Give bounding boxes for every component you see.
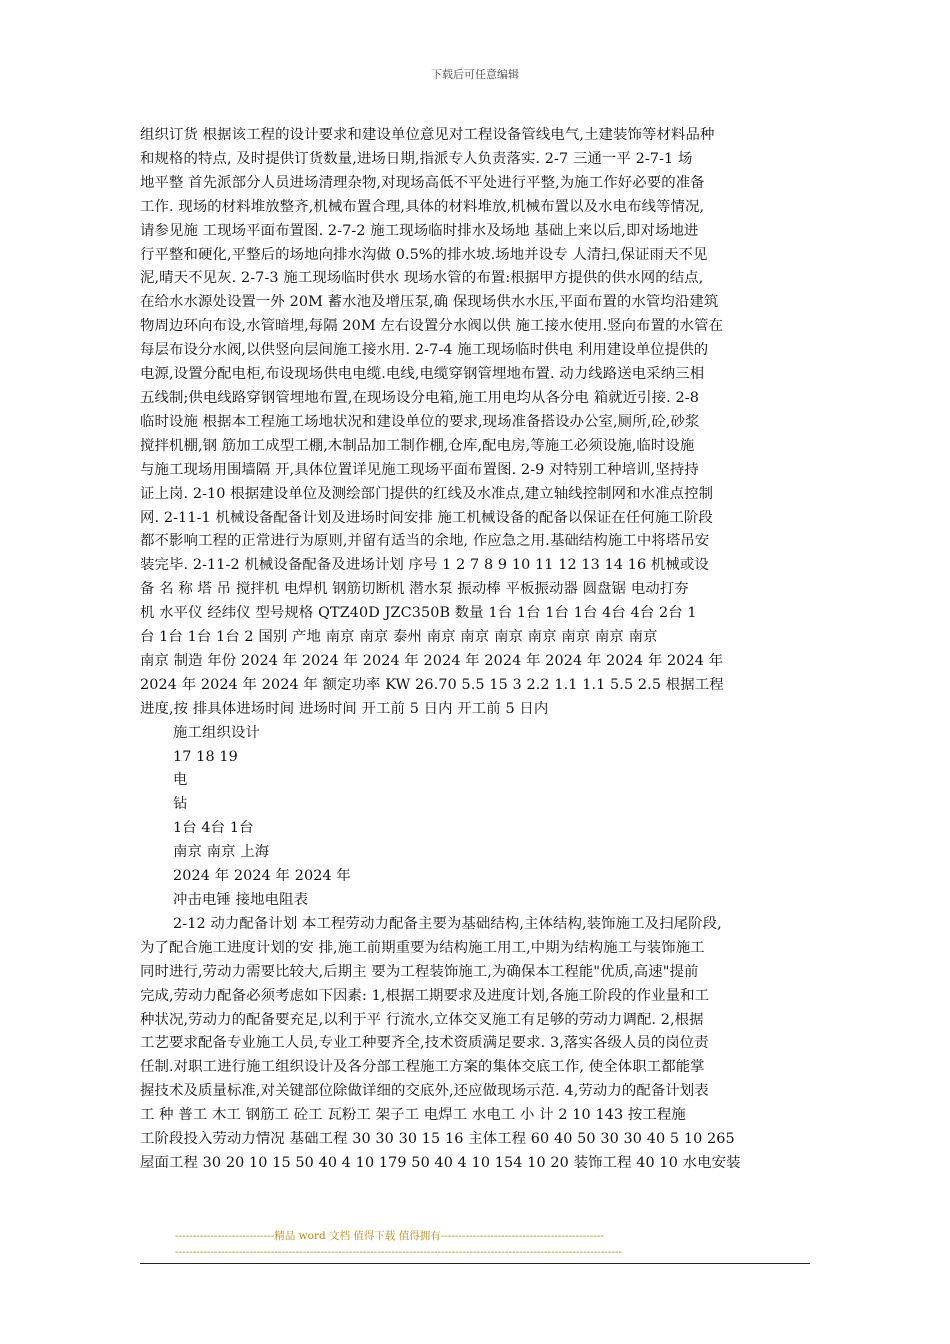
text-line: 种状况,劳动力的配备要充足,以利于平 行流水,立体交叉施工有足够的劳动力调配. 2,根据 (140, 1011, 704, 1028)
text-line: 台 1台 1台 1台 2 国别 产地 南京 南京 泰州 南京 南京 南京 南京 南京 南京 南京 (140, 629, 658, 646)
text-line: 施工组织设计 (173, 724, 260, 741)
text-line: 1台 4台 1台 (173, 820, 254, 837)
text-line: 机 水平仪 经纬仪 型号规格 QTZ40D JZC350B 数量 1台 1台 1台 1台 4台 4台 2台 1 (140, 605, 697, 622)
page-header: 下载后可任意编辑 (431, 68, 519, 81)
paragraph-2 (140, 913, 810, 1176)
text-line: 临时设施 根据本工程施工场地状况和建设单位的要求,现场准备搭设办公室,厕所,砼,砂浆 (140, 413, 700, 430)
text-line: 工作. 现场的材料堆放整齐,机械布置合理,具体的材料堆放,机械布置以及水电布线等情况, (140, 198, 705, 215)
text-line: 钻 (173, 796, 188, 813)
text-line: 地平整 首先派部分人员进场清理杂物,对现场高低不平处进行平整,为施工作好必要的准备 (140, 174, 705, 191)
text-line: 都不影响工程的正常进行为原则,并留有适当的余地, 作应急之用.基础结构施工中将塔吊安 (140, 533, 710, 550)
text-line: 泥,晴天不见灰. 2-7-3 施工现场临时供水 现场水管的布置:根据甲方提供的供水网的结点, (140, 270, 704, 287)
text-line: 握技术及质量标准,对关键部位除做详细的交底外,还应做现场示范. 4,劳动力的配备计划表 (140, 1083, 709, 1100)
text-line: 工艺要求配备专业施工人员,专业工种要齐全,技术资质满足要求. 3,落实各级人员的岗位责 (140, 1035, 709, 1052)
short-lines (140, 722, 810, 913)
text-line: 南京 制造 年份 2024 年 2024 年 2024 年 2024 年 2024 年 2024 年 2024 年 2024 年 (140, 652, 724, 669)
text-line: 冲击电锤 接地电阻表 (173, 892, 309, 908)
text-line: 行平整和硬化,平整后的场地向排水沟做 0.5%的排水坡.场地并设专 人清扫,保证雨天不见 (140, 246, 708, 263)
text-line: 为了配合施工进度计划的安 排,施工前期重要为结构施工用工,中期为结构施工与装饰施工 (140, 939, 705, 956)
text-line: 完成,劳动力配备必须考虑如下因素: 1,根据工期要求及进度计划,各施工阶段的作业量和工 (140, 987, 710, 1004)
text-line: 网. 2-11-1 机械设备配备计划及进场时间安排 施工机械设备的配备以保证在任何施工阶段 (140, 509, 713, 526)
text-line: 五线制;供电线路穿钢管埋地布置,在现场设分电箱,施工用电均从各分电 箱就近引接. 2-8 (140, 389, 699, 406)
text-line: 工 种 普工 木工 钢筋工 砼工 瓦粉工 架子工 电焊工 水电工 小 计 2 10 143 按工程施 (140, 1107, 686, 1124)
text-line: 备 名 称 塔 吊 搅拌机 电焊机 钢筋切断机 潜水泵 振动棒 平板振动器 圆盘锯 电动打夯 (140, 581, 689, 598)
footer-rule (140, 1263, 810, 1264)
paragraph-1 (140, 124, 810, 722)
text-line: 任制.对职工进行施工组织设计及各分部工程施工方案的集体交底工作, 使全体职工都能掌 (140, 1059, 705, 1076)
text-line: 搅拌机棚,钢 筋加工成型工棚,木制品加工制作棚,仓库,配电房,等施工必须设施,临时设施 (140, 437, 695, 454)
text-line: 屋面工程 30 20 10 15 50 40 4 10 179 50 40 4 10 154 10 20 装饰工程 40 10 水电安装 (140, 1154, 741, 1171)
footer-dash-line: ------------------------------------------------------------------------------------------------------------------------------ (175, 1246, 623, 1258)
text-line: 进度,按 排具体进场时间 进场时间 开工前 5 日内 开工前 5 日内 (140, 700, 549, 717)
text-line: 与施工现场用围墙隔 开,具体位置详见施工现场平面布置图. 2-9 对特别工种培训,坚持持 (140, 461, 699, 478)
text-line: 在给水水源处设置一外 20M 蓄水池及增压泵,确 保现场供水水压,平面布置的水管均沿建筑 (140, 294, 719, 311)
footer-banner: ----------------------------精品 word 文档 值得下载 值得拥有---------------------------------------------- (175, 1230, 604, 1242)
text-line: 证上岗. 2-10 根据建设单位及测绘部门提供的红线及水准点,建立轴线控制网和水准点控制 (140, 485, 714, 502)
text-line: 和规格的特点, 及时提供订货数量,进场日期,指派专人负责落实. 2-7 三通一平 2-7-1 场 (140, 150, 693, 167)
text-line: 请参见施 工现场平面布置图. 2-7-2 施工现场临时排水及场地 基础上来以后,即对场地进 (140, 222, 699, 239)
text-line: 南京 南京 上海 (173, 844, 270, 861)
text-line: 2024 年 2024 年 2024 年 额定功率 KW 26.70 5.5 15 3 2.2 1.1 1.1 5.5 2.5 根据工程 (140, 676, 724, 693)
text-line: 电 (173, 772, 188, 789)
text-line: 装完毕. 2-11-2 机械设备配备及进场计划 序号 1 2 7 8 9 10 11 12 13 14 16 机械或设 (140, 557, 709, 574)
text-line: 2024 年 2024 年 2024 年 (173, 868, 351, 885)
text-line: 每层布设分水阀,以供竖向层间施工接水用. 2-7-4 施工现场临时供电 利用建设单位提供的 (140, 342, 709, 359)
text-line: 同时进行,劳动力需要比较大,后期主 要为工程装饰施工,为确保本工程能"优质,高速"提前 (140, 963, 699, 980)
text-line: 组织订货 根据该工程的设计要求和建设单位意见对工程设备管线电气,土建装饰等材料品种 (140, 127, 715, 143)
text-line: 工阶段投入劳动力情况 基础工程 30 30 30 15 16 主体工程 60 40 50 30 30 40 5 10 265 (140, 1131, 735, 1148)
text-line: 电源,设置分配电柜,布设现场供电电缆.电线,电缆穿钢管埋地布置. 动力线路送电采纳三相 (140, 366, 705, 383)
document-body (140, 124, 810, 1176)
text-line: 17 18 19 (173, 748, 238, 765)
text-line: 物周边环向布设,水管暗埋,每隔 20M 左右设置分水阀以供 施工接水使用.竖向布置的水管在 (140, 318, 724, 335)
text-line: 2-12 动力配备计划 本工程劳动力配备主要为基础结构,主体结构,装饰施工及扫尾阶段, (173, 915, 722, 932)
